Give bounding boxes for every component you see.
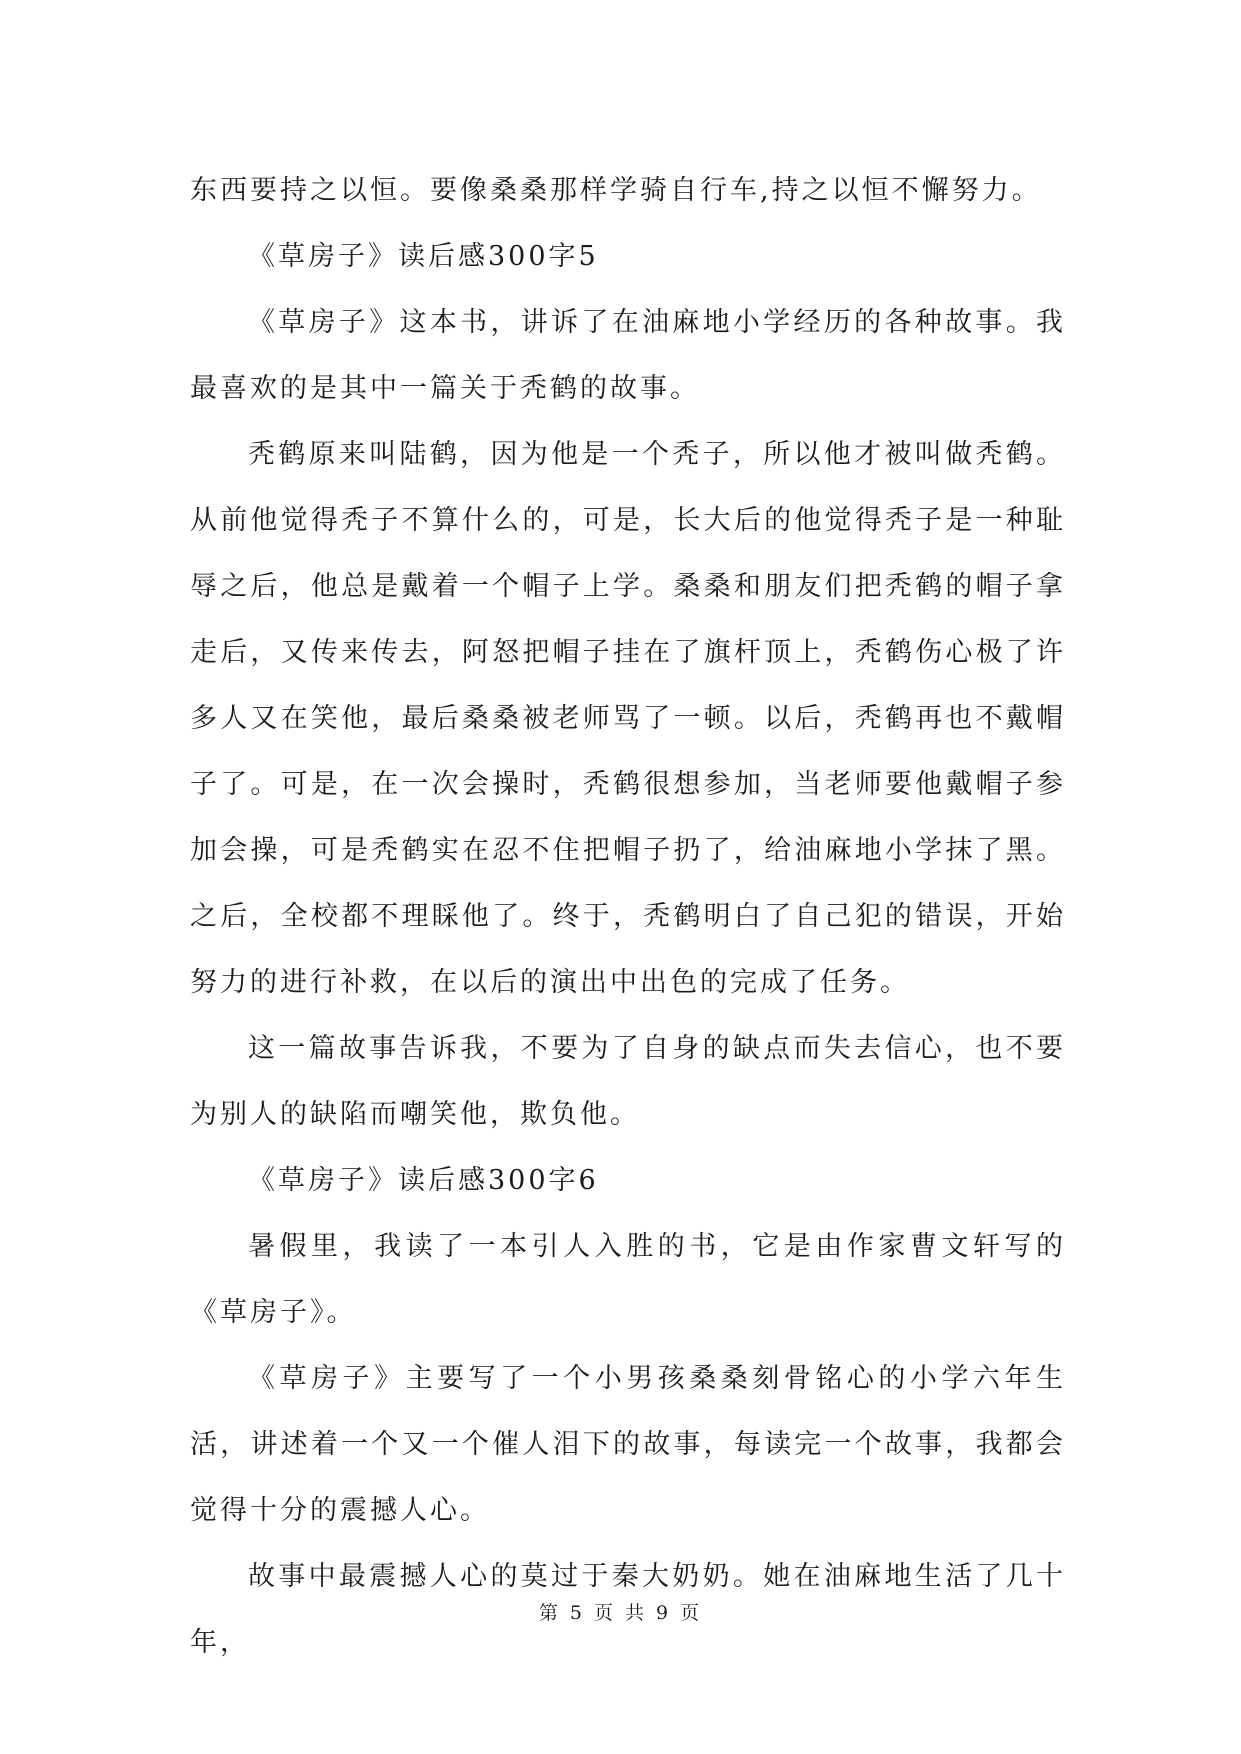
paragraph: 故事中最震撼人心的莫过于秦大奶奶。她在油麻地生活了几十年， <box>190 1561 1066 1658</box>
paragraph: 暑假里，我读了一本引人入胜的书，它是由作家曹文轩写的《草房子》。 <box>190 1231 1066 1328</box>
paragraph: 秃鹤原来叫陆鹤，因为他是一个秃子，所以他才被叫做秃鹤。从前他觉得秃子不算什么的，可是，长大后的他觉得秃子是一种耻辱之后，他总是戴着一个帽子上学。桑桑和朋友们把秃鹤的帽子拿走后，又传来传去，阿怒把帽子挂在了旗杆顶上，秃鹤伤心极了许多人又在笑他，最后桑桑被老师骂了一顿。以后，秃鹤再也不戴帽子了。可是，在一次会操时，秃鹤很想参加，当老师要他戴帽子参加会操，可是秃鹤实在忍不住把帽子扔了，给油麻地小学抹了黑。之后，全校都不理睬他了。终于，秃鹤明白了自己犯的错误，开始努力的进行补救，在以后的演出中出色的完成了任务。 <box>190 439 1066 998</box>
paragraph: 《草房子》主要写了一个小男孩桑桑刻骨铭心的小学六年生活，讲述着一个又一个催人泪下的故事，每读完一个故事，我都会觉得十分的震撼人心。 <box>190 1363 1066 1526</box>
paragraph: 《草房子》这本书，讲诉了在油麻地小学经历的各种故事。我最喜欢的是其中一篇关于秃鹤的故事。 <box>190 307 1066 404</box>
section-heading-5: 《草房子》读后感300字5 <box>248 241 599 272</box>
page-footer: 第 5 页 共 9 页 <box>538 1602 703 1624</box>
section-heading-6: 《草房子》读后感300字6 <box>248 1165 599 1196</box>
document-body <box>190 158 1066 1676</box>
paragraph-continuation: 东西要持之以恒。要像桑桑那样学骑自行车,持之以恒不懈努力。 <box>190 175 1042 206</box>
paragraph: 这一篇故事告诉我，不要为了自身的缺点而失去信心，也不要为别人的缺陷而嘲笑他，欺负他。 <box>190 1033 1066 1130</box>
